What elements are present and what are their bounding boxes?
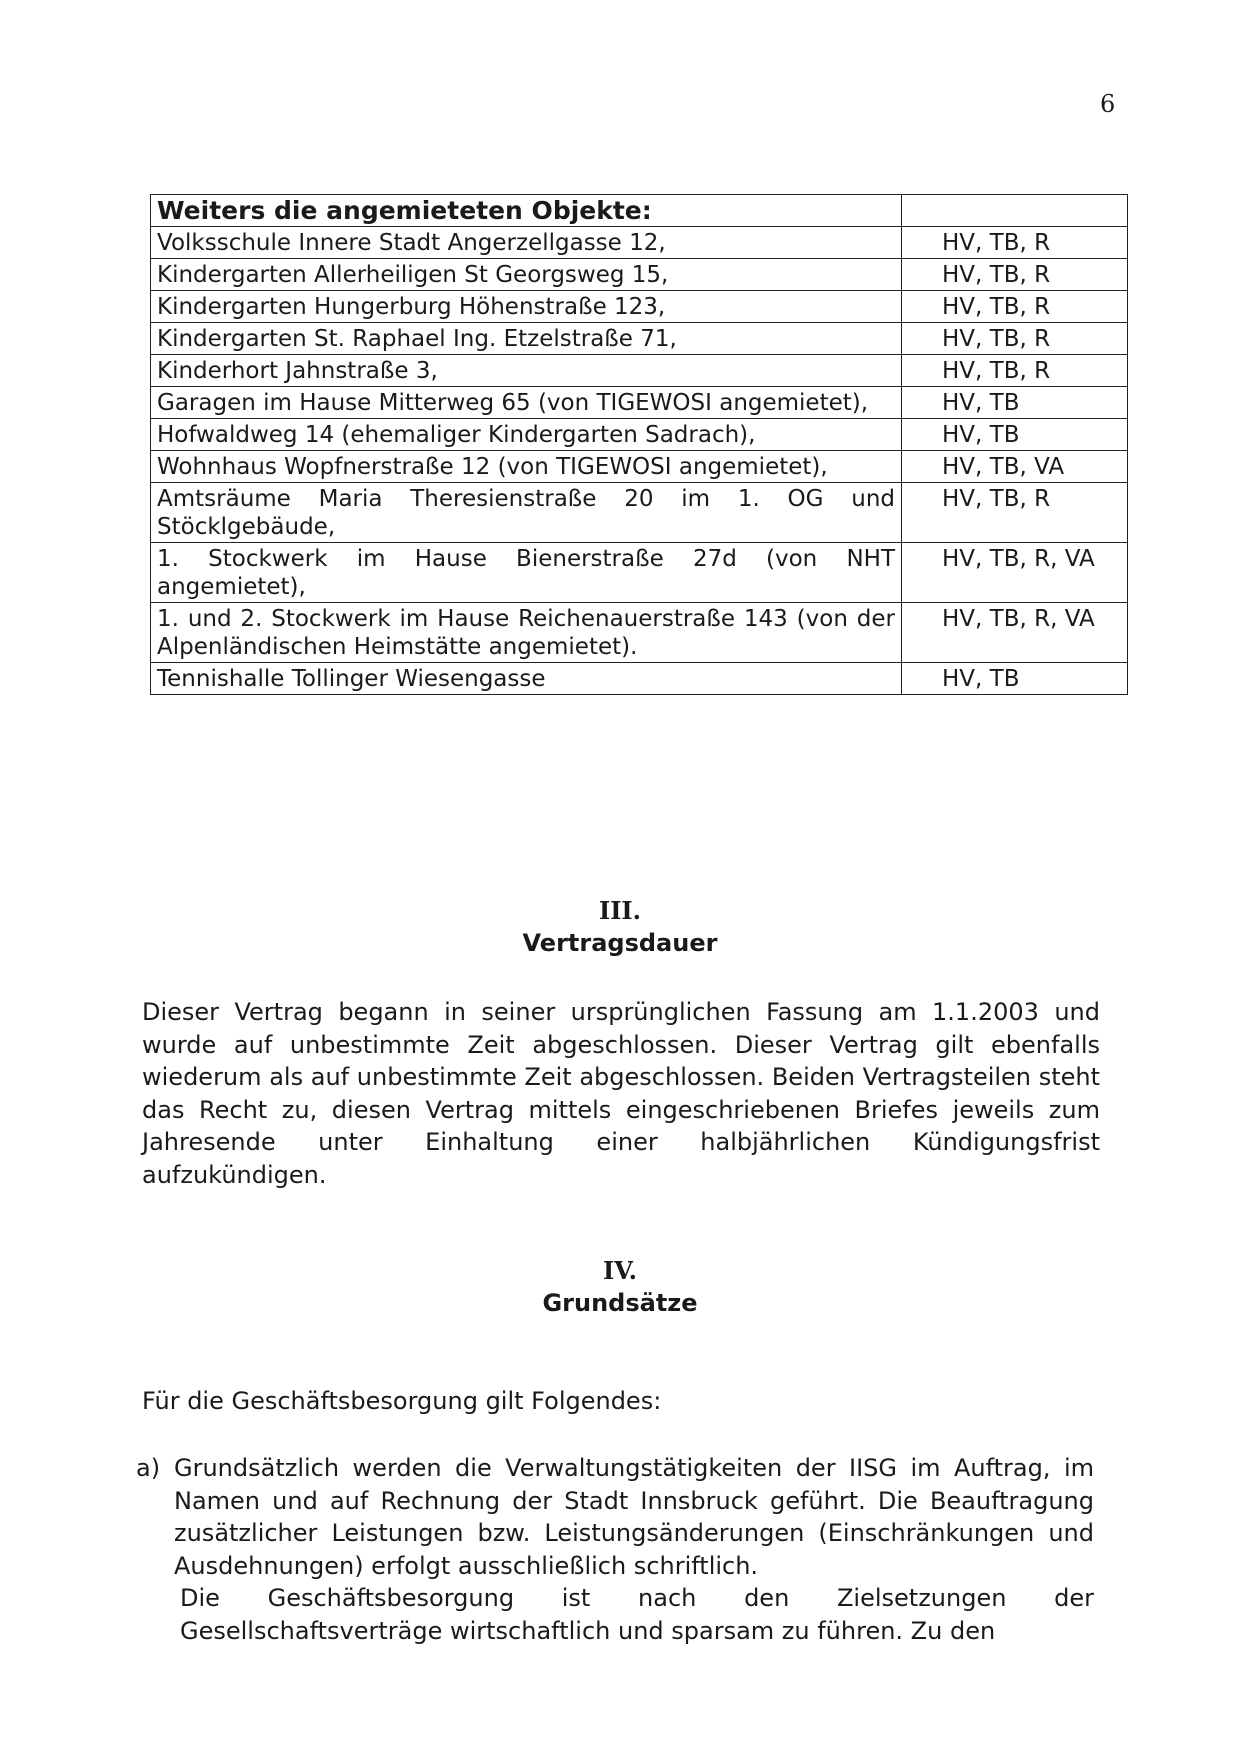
list-item-a-paragraph-2: Die Geschäftsbesorgung ist nach den Zielsetzungen der Gesellschaftsverträge wirtschaftlich und sparsam zu führen. Zu den (180, 1584, 1094, 1645)
table-row (151, 483, 1128, 543)
table-row (151, 355, 1128, 387)
object-code: HV, TB, R (902, 355, 1128, 387)
table-row (151, 291, 1128, 323)
table-row (151, 323, 1128, 355)
page-number: 6 (1100, 90, 1116, 118)
object-name: Amtsräume Maria Theresienstraße 20 im 1. OG und Stöcklgebäude, (151, 483, 902, 543)
section-4-heading (0, 1255, 1240, 1319)
list-item-a-paragraph-1: Grundsätzlich werden die Verwaltungstätigkeiten der IISG im Auftrag, im Namen und auf Rechnung der Stadt Innsbruck geführt. Die Beauftragung zusätzlicher Leistungen bzw. Leistungsänderungen (Einschränkungen und Ausdehnungen) erfolgt ausschließlich schriftlich. (174, 1454, 1094, 1580)
object-code: HV, TB, R (902, 227, 1128, 259)
object-name: Tennishalle Tollinger Wiesengasse (151, 663, 902, 695)
table-row (151, 419, 1128, 451)
object-code: HV, TB (902, 419, 1128, 451)
table-row (151, 543, 1128, 603)
list-marker-a: a) (136, 1454, 161, 1482)
object-name: Hofwaldweg 14 (ehemaliger Kindergarten Sadrach), (151, 419, 902, 451)
section-4-number: IV. (602, 1256, 637, 1285)
object-name: Volksschule Innere Stadt Angerzellgasse 12, (151, 227, 902, 259)
object-name: Wohnhaus Wopfnerstraße 12 (von TIGEWOSI angemietet), (151, 451, 902, 483)
object-name: 1. Stockwerk im Hause Bienerstraße 27d (von NHT angemietet), (151, 543, 902, 603)
table-row (151, 603, 1128, 663)
table-header-code (902, 195, 1128, 227)
section-3-heading (0, 895, 1240, 959)
object-name: Garagen im Hause Mitterweg 65 (von TIGEWOSI angemietet), (151, 387, 902, 419)
section-4-intro: Für die Geschäftsbesorgung gilt Folgendes: (142, 1387, 662, 1415)
section-4-title: Grundsätze (542, 1289, 698, 1317)
table-row (151, 387, 1128, 419)
object-name: Kindergarten Allerheiligen St Georgsweg 15, (151, 259, 902, 291)
table-header-objects: Weiters die angemieteten Objekte: (151, 195, 902, 227)
object-code: HV, TB, R (902, 323, 1128, 355)
rented-objects-table (150, 194, 1128, 695)
object-code: HV, TB (902, 663, 1128, 695)
object-code: HV, TB, R (902, 291, 1128, 323)
object-code: HV, TB (902, 387, 1128, 419)
object-code: HV, TB, R (902, 259, 1128, 291)
table-row (151, 451, 1128, 483)
section-3-title: Vertragsdauer (522, 929, 718, 957)
list-item-a (136, 1452, 1094, 1648)
object-code: HV, TB, R, VA (902, 543, 1128, 603)
object-code: HV, TB, R, VA (902, 603, 1128, 663)
table-header-row (151, 195, 1128, 227)
section-3-number: III. (598, 896, 642, 925)
object-name: Kindergarten St. Raphael Ing. Etzelstraße 71, (151, 323, 902, 355)
table-row (151, 663, 1128, 695)
table-row (151, 259, 1128, 291)
object-name: Kindergarten Hungerburg Höhenstraße 123, (151, 291, 902, 323)
object-name: 1. und 2. Stockwerk im Hause Reichenauerstraße 143 (von der Alpenländischen Heimstätte angemietet). (151, 603, 902, 663)
object-name: Kinderhort Jahnstraße 3, (151, 355, 902, 387)
section-3-text: Dieser Vertrag begann in seiner ursprünglichen Fassung am 1.1.2003 und wurde auf unbestimmte Zeit abgeschlossen. Dieser Vertrag gilt ebenfalls wiederum als auf unbestimmte Zeit abgeschlossen. Beiden Vertragsteilen steht das Recht zu, diesen Vertrag mittels eingeschriebenen Briefes jeweils zum Jahresende unter Einhaltung einer halbjährlichen Kündigungsfrist aufzukündigen. (142, 998, 1100, 1189)
table-row (151, 227, 1128, 259)
object-code: HV, TB, VA (902, 451, 1128, 483)
object-code: HV, TB, R (902, 483, 1128, 543)
